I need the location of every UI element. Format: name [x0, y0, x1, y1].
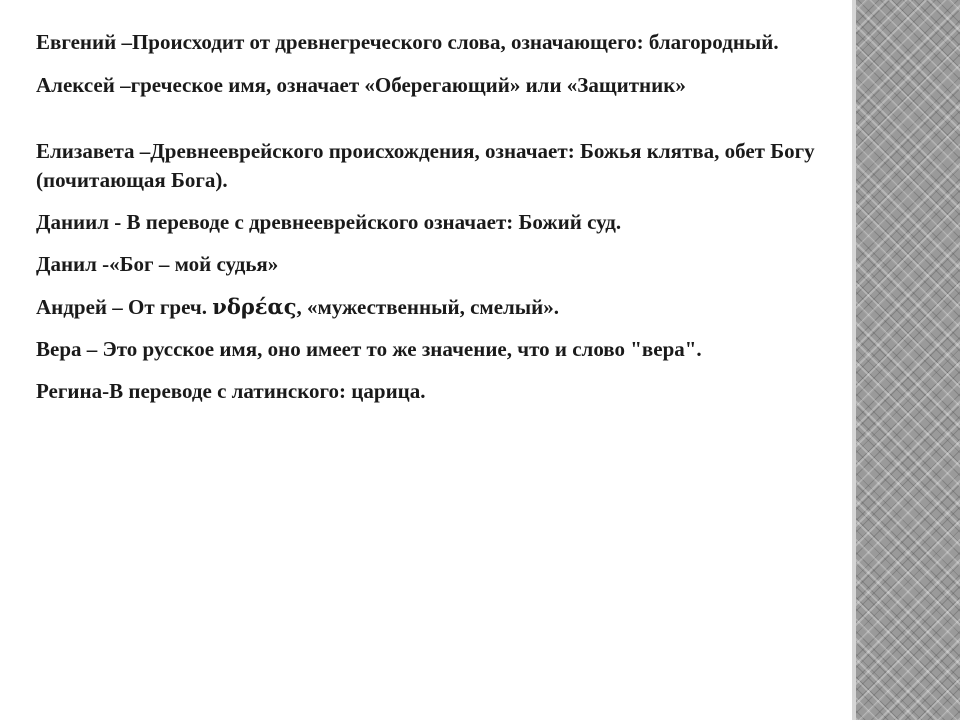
entry-regina: Регина-В переводе с латинского: царица. — [36, 379, 426, 403]
entry-andrey-greek-word: νδρέας — [212, 294, 297, 319]
entry-andrey — [36, 292, 851, 322]
entry-andrey-prefix: Андрей – От греч. — [36, 295, 213, 319]
entry-evgeniy: Евгений –Происходит от древнегреческого слова, означающего: благородный. — [36, 30, 779, 54]
name-meanings-list — [36, 28, 851, 406]
entry-danil: Данил -«Бог – мой судья» — [36, 252, 279, 276]
entry-vera: Вера – Это русское имя, оно имеет то же значение, что и слово "вера". — [36, 337, 702, 361]
entry-aleksey: Алексей –греческое имя, означает «Оберегающий» или «Защитник» — [36, 73, 686, 97]
decorative-pattern-strip — [856, 0, 960, 720]
entry-elizaveta: Елизавета –Древнееврейского происхождения, означает: Божья клятва, обет Богу (почитающая Бога). — [36, 139, 815, 192]
entry-andrey-suffix: , «мужественный, смелый». — [296, 295, 560, 319]
entry-daniil: Даниил - В переводе с древнееврейского означает: Божий суд. — [36, 210, 622, 234]
